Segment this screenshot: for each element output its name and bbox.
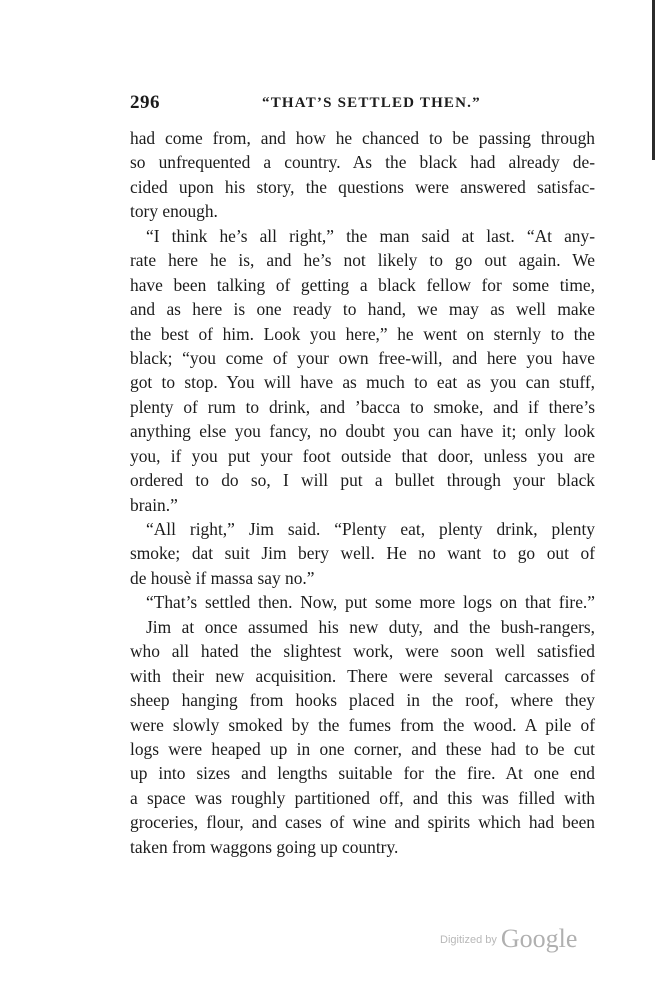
text-line: rate here he is, and he’s not likely to go out again. We [130,250,595,271]
text-line: de housè if massa say no.” [130,567,315,588]
text-line: were slowly smoked by the fumes from the wood. A pile of [130,714,595,735]
text-line: taken from waggons going up country. [130,836,399,857]
page-header [130,92,595,116]
watermark-prefix: Digitized by [440,934,497,946]
digitized-watermark [440,924,577,954]
text-line: anything else you fancy, no doubt you can have it; only look [130,421,595,442]
text-line: smoke; dat suit Jim bery well. He no want to go out of [130,543,595,564]
text-line: “That’s settled then. Now, put some more logs on that fire.” [146,592,595,613]
text-line: have been talking of getting a black fellow for some time, [130,274,595,295]
page-edge-rule [652,0,655,160]
text-line: Jim at once assumed his new duty, and the bush-rangers, [146,616,595,637]
text-line: plenty of rum to drink, and ’bacca to smoke, and if there’s [130,396,595,417]
google-logo: Google [500,924,578,953]
text-line: black; “you come of your own free-will, and here you have [130,347,595,368]
text-line: a space was roughly partitioned off, and this was filled with [130,787,595,808]
text-line: so unfrequented a country. As the black had already de- [130,152,595,173]
text-line: up into sizes and lengths suitable for the fire. At one end [130,763,595,784]
text-line: the best of him. Look you here,” he went on sternly to the [130,323,595,344]
body-text [130,126,595,859]
text-line: you, if you put your foot outside that door, unless you are [130,445,595,466]
text-line: tory enough. [130,201,218,222]
text-line: had come from, and how he chanced to be passing through [130,128,595,148]
text-line: “All right,” Jim said. “Plenty eat, plenty drink, plenty [146,519,595,539]
text-line: and as here is one ready to hand, we may as well make [130,299,595,320]
text-line: sheep hanging from hooks placed in the roof, where they [130,690,595,711]
text-line: got to stop. You will have as much to eat as you can stuff, [130,372,595,393]
text-line: brain.” [130,494,178,515]
page-number: 296 [130,92,160,113]
running-head: “THAT’S SETTLED THEN.” [262,95,481,111]
text-line: logs were heaped up in one corner, and these had to be cut [130,738,595,759]
text-line: ordered to do so, I will put a bullet through your black [130,470,595,491]
text-line: “I think he’s all right,” the man said at last. “At any- [146,225,595,246]
text-line: who all hated the slightest work, were soon well satisfied [130,641,595,662]
text-line: cided upon his story, the questions were answered satisfac- [130,176,595,197]
text-line: with their new acquisition. There were several carcasses of [130,665,595,686]
text-line: groceries, flour, and cases of wine and spirits which had been [130,812,595,833]
